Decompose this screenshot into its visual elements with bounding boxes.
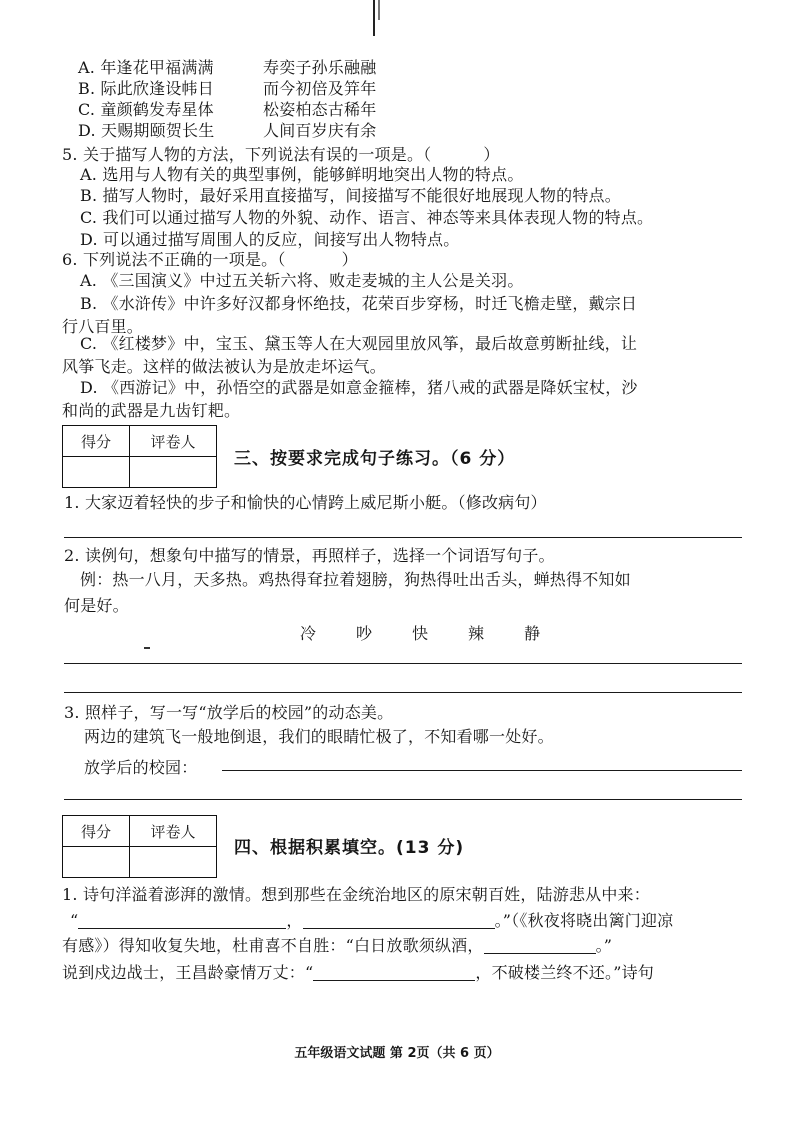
section4-score-cell[interactable] — [63, 847, 130, 878]
s4-line3-text: 有感》）得知收复失地，杜甫喜不自胜：“白日放歌须纵酒， — [62, 936, 484, 955]
q4-option-d-right: 人间百岁庆有余 — [263, 121, 377, 140]
fold-mark — [370, 0, 382, 40]
s4-blank-3[interactable] — [484, 935, 596, 954]
word-quiet[interactable]: 静 — [524, 624, 541, 643]
q5-stem-end: ） — [483, 145, 500, 164]
q4-option-a-right: 寿奕子孙乐融融 — [263, 58, 377, 77]
s3-q3-prompt: 放学后的校园： — [84, 758, 198, 777]
q4-option-d[interactable] — [78, 121, 478, 141]
q4-option-a-left: A. 年逢花甲福满满 — [78, 58, 214, 77]
q4-option-a[interactable] — [78, 58, 478, 78]
q6-option-c-line2: 风筝飞走。这样的做法被认为是放走坏运气。 — [62, 357, 387, 376]
s3-q3-answer-line-2[interactable] — [64, 799, 742, 800]
s4-line4-end: ，不破楼兰终不还。”诗句 — [475, 963, 654, 982]
section3-score-label: 得分 — [63, 426, 130, 457]
q5-option-c: C. 我们可以通过描写人物的外貌、动作、语言、神态等来具体表现人物的特点。 — [80, 208, 654, 227]
s4-comma: ， — [286, 911, 303, 930]
s3-q1-answer-line[interactable] — [64, 537, 742, 538]
q6-stem-end: ） — [341, 250, 358, 269]
s4-line1: 1. 诗句洋溢着澎湃的激情。想到那些在金统治地区的原宋朝百姓，陆游悲从中来： — [62, 885, 650, 904]
q4-option-c-left: C. 童颜鹤发寿星体 — [78, 100, 214, 119]
s4-line3-end: 。” — [595, 936, 613, 955]
word-noisy[interactable]: 吵 — [356, 624, 373, 643]
q5-option-d: D. 可以通过描写周围人的反应，间接写出人物特点。 — [80, 230, 460, 249]
s3-q2-example-line1: 例：热一八月，天多热。鸡热得耷拉着翅膀，狗热得吐出舌头，蝉热得不知如 — [80, 570, 631, 589]
s4-blank-4[interactable] — [313, 962, 475, 981]
q6-option-c-line1: C. 《红楼梦》中，宝玉、黛玉等人在大观园里放风筝，最后故意剪断扯线，让 — [80, 334, 638, 353]
s3-q2-stem: 2. 读例句，想象句中描写的情景，再照样子，选择一个词语写句子。 — [64, 546, 555, 565]
q4-option-c-right: 松姿柏态古稀年 — [263, 100, 377, 119]
section4-score-box — [62, 815, 217, 878]
q6-option-b-line1: B. 《水浒传》中许多好汉都身怀绝技，花荣百步穿杨，时迁飞檐走壁，戴宗日 — [80, 294, 638, 313]
q6-option-a: A. 《三国演义》中过五关斩六将、败走麦城的主人公是关羽。 — [80, 271, 524, 290]
q4-option-b-left: B. 际此欣逢设帏日 — [78, 79, 214, 98]
section4-score-label: 得分 — [63, 816, 130, 847]
q4-option-d-left: D. 天赐期颐贺长生 — [78, 121, 215, 140]
s4-source-1: 。”（《秋夜将晓出篱门迎凉 — [494, 911, 674, 930]
q6-option-b-line2: 行八百里。 — [62, 317, 144, 336]
q4-option-b-right: 而今初倍及笄年 — [263, 79, 377, 98]
s3-q2-answer-line-2[interactable] — [64, 692, 742, 693]
s3-q3-stem: 3. 照样子，写一写“放学后的校园”的动态美。 — [64, 703, 394, 722]
s4-line4-text: 说到戍边战士，王昌龄豪情万丈：“ — [62, 963, 314, 982]
q5-option-b: B. 描写人物时，最好采用直接描写，间接描写不能很好地展现人物的特点。 — [80, 186, 621, 205]
s3-q1-text: 1. 大家迈着轻快的步子和愉快的心情跨上威尼斯小艇。（修改病句） — [64, 493, 547, 512]
s4-quote-open: “ — [70, 911, 79, 930]
scan-speck — [144, 647, 150, 649]
s3-q3-example: 两边的建筑飞一般地倒退，我们的眼睛忙极了，不知看哪一处好。 — [84, 727, 554, 746]
word-spicy[interactable]: 辣 — [468, 624, 485, 643]
s4-line2 — [70, 910, 673, 931]
s4-blank-1[interactable] — [78, 910, 286, 929]
section3-score-box — [62, 425, 217, 488]
section3-title: 三、按要求完成句子练习。（6 分） — [234, 449, 516, 469]
q6-option-d-line1: D. 《西游记》中，孙悟空的武器是如意金箍棒，猪八戒的武器是降妖宝杖，沙 — [80, 378, 638, 397]
section3-grader-cell[interactable] — [130, 457, 217, 488]
s3-q3-answer-line-1[interactable] — [222, 770, 742, 771]
word-cold[interactable]: 冷 — [300, 624, 317, 643]
section3-score-cell[interactable] — [63, 457, 130, 488]
q4-option-c[interactable] — [78, 100, 478, 120]
s3-q2-word-choices — [300, 621, 580, 644]
section4-title: 四、根据积累填空。(13 分) — [234, 838, 465, 858]
q5-stem — [62, 145, 500, 165]
q4-option-b[interactable] — [78, 79, 478, 99]
q6-option-d-line2: 和尚的武器是九齿钉耙。 — [62, 401, 241, 420]
section3-grader-label: 评卷人 — [130, 426, 217, 457]
q5-option-a: A. 选用与人物有关的典型事例，能够鲜明地突出人物的特点。 — [80, 165, 524, 184]
s4-blank-2[interactable] — [303, 910, 495, 929]
q6-stem-text: 6. 下列说法不正确的一项是。（ — [62, 250, 286, 269]
s4-line3 — [62, 935, 612, 956]
s4-line4 — [62, 962, 654, 983]
section4-grader-label: 评卷人 — [130, 816, 217, 847]
section4-grader-cell[interactable] — [130, 847, 217, 878]
page-footer: 五年级语文试题 第 2页（共 6 页） — [294, 1046, 500, 1061]
s3-q2-answer-line-1[interactable] — [64, 663, 742, 664]
q6-stem — [62, 250, 358, 270]
word-fast[interactable]: 快 — [412, 624, 429, 643]
q5-stem-text: 5. 关于描写人物的方法，下列说法有误的一项是。（ — [62, 145, 432, 164]
s3-q2-example-line2: 何是好。 — [64, 596, 129, 615]
